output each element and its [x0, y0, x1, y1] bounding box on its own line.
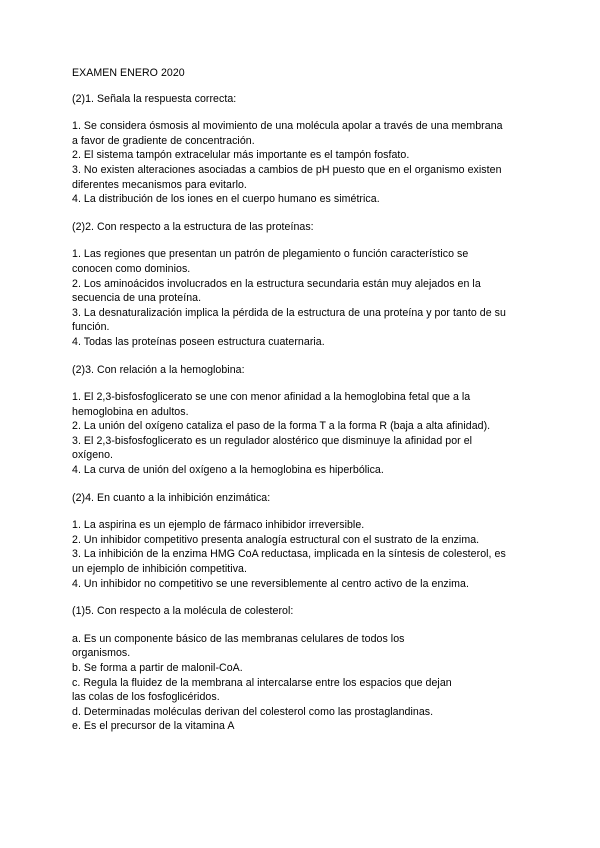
option-list	[72, 518, 532, 591]
option-item: b. Se forma a partir de malonil-CoA.	[72, 662, 243, 674]
option-list	[72, 632, 532, 734]
option-item: 1. Se considera ósmosis al movimiento de una molécula apolar a través de una membrana a favor de gradiente de concentración.	[72, 120, 503, 147]
option-item: 1. Las regiones que presentan un patrón de plegamiento o función característico se conocen como dominios.	[72, 248, 469, 275]
question-heading: (1)5. Con respecto a la molécula de colesterol:	[72, 605, 294, 618]
option-item: a. Es un componente básico de las membranas celulares de todos los organismos.	[72, 632, 405, 660]
option-item: 1. El 2,3-bisfosfoglicerato se une con menor afinidad a la hemoglobina fetal que a la hemoglobina en adultos.	[72, 391, 471, 418]
option-item: c. Regula la fluidez de la membrana al intercalarse entre los espacios que dejan las colas de los fosfoglicéridos.	[72, 676, 452, 704]
option-item: e. Es el precursor de la vitamina A	[72, 720, 235, 733]
option-item: 3. El 2,3-bisfosfoglicerato es un regulador alostérico que disminuye la afinidad por el oxígeno.	[72, 434, 473, 462]
question-heading: (2)1. Señala la respuesta correcta:	[72, 92, 237, 105]
option-item: 2. La unión del oxígeno cataliza el paso de la forma T a la forma R (baja a alta afinidad).	[72, 420, 491, 433]
exam-title: EXAMEN ENERO 2020	[72, 67, 185, 79]
question-heading: (2)4. En cuanto a la inhibición enzimática:	[72, 491, 271, 504]
option-item: 3. La desnaturalización implica la pérdida de la estructura de una proteína y por tanto de su función.	[72, 306, 506, 334]
option-item: 4. Todas las proteínas poseen estructura cuaternaria.	[72, 335, 325, 348]
question-5	[72, 604, 532, 734]
option-item: 3. La inhibición de la enzima HMG CoA reductasa, implicada en la síntesis de colesterol, es un ejemplo de inhibición competitiva.	[72, 548, 506, 576]
question-3	[72, 363, 532, 478]
option-list	[72, 119, 532, 207]
question-2	[72, 220, 532, 350]
option-list	[72, 247, 532, 349]
option-item: 2. Un inhibidor competitivo presenta analogía estructural con el sustrato de la enzima.	[72, 533, 480, 546]
exam-page	[72, 66, 532, 747]
option-item: 2. Los aminoácidos involucrados en la estructura secundaria están muy alejados en la secuencia de una proteína.	[72, 277, 481, 305]
question-heading: (2)2. Con respecto a la estructura de las proteínas:	[72, 220, 314, 233]
question-heading: (2)3. Con relación a la hemoglobina:	[72, 363, 245, 376]
option-item: 2. El sistema tampón extracelular más importante es el tampón fosfato.	[72, 149, 410, 162]
option-item: 4. Un inhibidor no competitivo se une reversiblemente al centro activo de la enzima.	[72, 577, 469, 590]
option-item: 1. La aspirina es un ejemplo de fármaco inhibidor irreversible.	[72, 519, 365, 532]
option-item: 3. No existen alteraciones asociadas a cambios de pH puesto que en el organismo existen diferentes mecanismos para evitarlo.	[72, 163, 502, 191]
option-list	[72, 390, 532, 478]
option-item: 4. La distribución de los iones en el cuerpo humano es simétrica.	[72, 193, 380, 206]
option-item: d. Determinadas moléculas derivan del colesterol como las prostaglandinas.	[72, 705, 434, 718]
option-item: 4. La curva de unión del oxígeno a la hemoglobina es hiperbólica.	[72, 464, 384, 477]
question-1	[72, 92, 532, 207]
question-4	[72, 491, 532, 592]
